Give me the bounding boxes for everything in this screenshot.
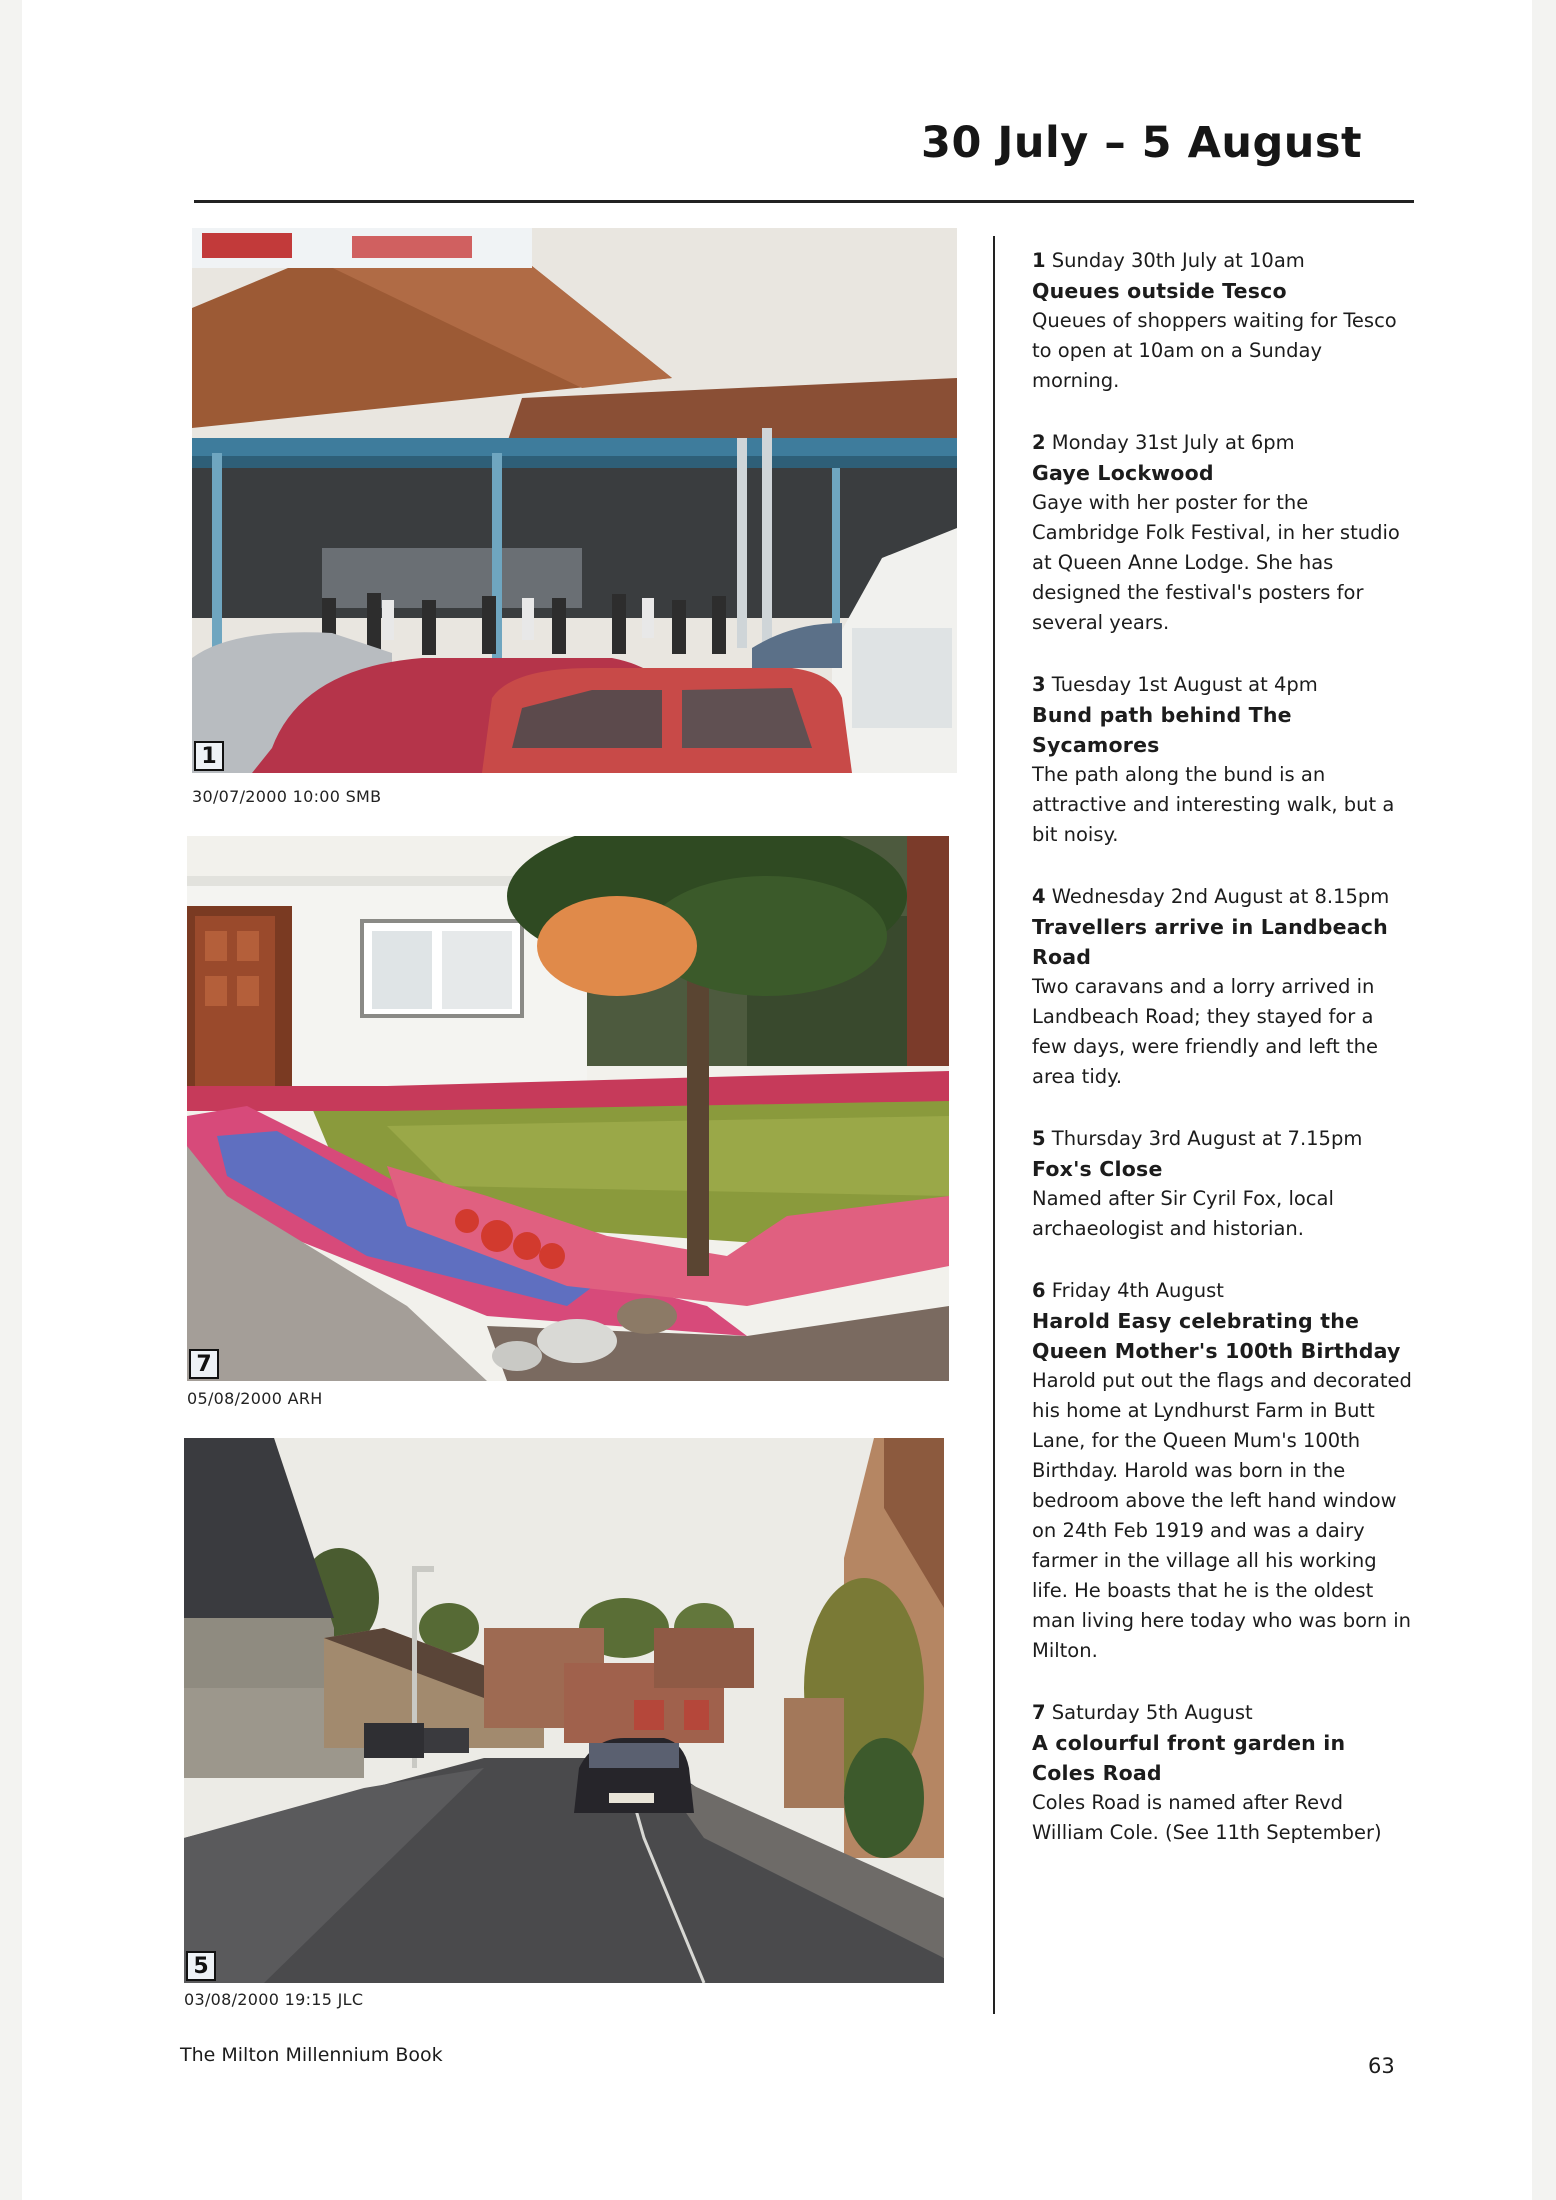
entry-title: Queues outside Tesco <box>1032 279 1287 303</box>
diary-entry-7 <box>1032 1698 1412 1848</box>
book-footer-title: The Milton Millennium Book <box>180 2044 443 2066</box>
diary-entry-6 <box>1032 1276 1412 1666</box>
photo-foxs-close <box>184 1438 944 1983</box>
photo-badge-1: 1 <box>194 741 224 771</box>
entry-number: 6 <box>1032 1279 1046 1302</box>
entry-text: Named after Sir Cyril Fox, local archaeologist and historian. <box>1032 1187 1334 1240</box>
diary-entry-3 <box>1032 670 1412 850</box>
diary-entries <box>1032 246 1412 1880</box>
page-title: 30 July – 5 August <box>921 118 1362 168</box>
book-page <box>22 0 1532 2200</box>
entry-number: 5 <box>1032 1127 1046 1150</box>
entry-date: Sunday 30th July at 10am <box>1051 249 1305 272</box>
entry-text: Coles Road is named after Revd William Cole. (See 11th September) <box>1032 1791 1382 1844</box>
photo-badge-7: 7 <box>189 1349 219 1379</box>
entry-title: A colourful front garden in Coles Road <box>1032 1731 1346 1785</box>
street-scene-image <box>184 1438 944 1983</box>
entry-date: Friday 4th August <box>1051 1279 1224 1302</box>
entry-date: Monday 31st July at 6pm <box>1051 431 1295 454</box>
entry-text: Harold put out the flags and decorated his home at Lyndhurst Farm in Butt Lane, for the Queen Mum's 100th Birthday. Harold was born in the bedroom above the left hand window on 24th Feb 1919 and was a dairy farmer in the village all his working life. He boasts that he is the oldest man living here today who was born in Milton. <box>1032 1369 1412 1662</box>
diary-entry-1 <box>1032 246 1412 396</box>
entry-date: Wednesday 2nd August at 8.15pm <box>1051 885 1390 908</box>
diary-entry-5 <box>1032 1124 1412 1244</box>
entry-number: 2 <box>1032 431 1046 454</box>
entry-date: Saturday 5th August <box>1051 1701 1253 1724</box>
diary-entry-4 <box>1032 882 1412 1092</box>
title-rule <box>194 200 1414 203</box>
diary-entry-2 <box>1032 428 1412 638</box>
entry-number: 1 <box>1032 249 1046 272</box>
entry-text: Queues of shoppers waiting for Tesco to open at 10am on a Sunday morning. <box>1032 309 1397 392</box>
photo-badge-5: 5 <box>186 1951 216 1981</box>
page-number: 63 <box>1368 2054 1395 2078</box>
entry-text: Two caravans and a lorry arrived in Landbeach Road; they stayed for a few days, were friendly and left the area tidy. <box>1032 975 1379 1088</box>
entry-number: 4 <box>1032 885 1046 908</box>
column-divider <box>993 236 995 2014</box>
photo-tesco-queue <box>192 228 957 773</box>
photo-caption-7: 05/08/2000 ARH <box>187 1389 323 1408</box>
entry-text: Gaye with her poster for the Cambridge Folk Festival, in her studio at Queen Anne Lodge. She has designed the festival's posters for several years. <box>1032 491 1400 634</box>
entry-date: Thursday 3rd August at 7.15pm <box>1051 1127 1363 1150</box>
entry-title: Travellers arrive in Landbeach Road <box>1032 915 1388 969</box>
entry-date: Tuesday 1st August at 4pm <box>1051 673 1318 696</box>
entry-title: Bund path behind The Sycamores <box>1032 703 1292 757</box>
entry-title: Fox's Close <box>1032 1157 1163 1181</box>
tesco-scene-image <box>192 228 957 773</box>
entry-title: Harold Easy celebrating the Queen Mother's 100th Birthday <box>1032 1309 1401 1363</box>
photo-front-garden <box>187 836 949 1381</box>
entry-number: 3 <box>1032 673 1046 696</box>
garden-scene-image <box>187 836 949 1381</box>
entry-text: The path along the bund is an attractive and interesting walk, but a bit noisy. <box>1032 763 1395 846</box>
photo-caption-5: 03/08/2000 19:15 JLC <box>184 1990 364 2009</box>
entry-number: 7 <box>1032 1701 1046 1724</box>
photo-caption-1: 30/07/2000 10:00 SMB <box>192 787 382 806</box>
entry-title: Gaye Lockwood <box>1032 461 1214 485</box>
